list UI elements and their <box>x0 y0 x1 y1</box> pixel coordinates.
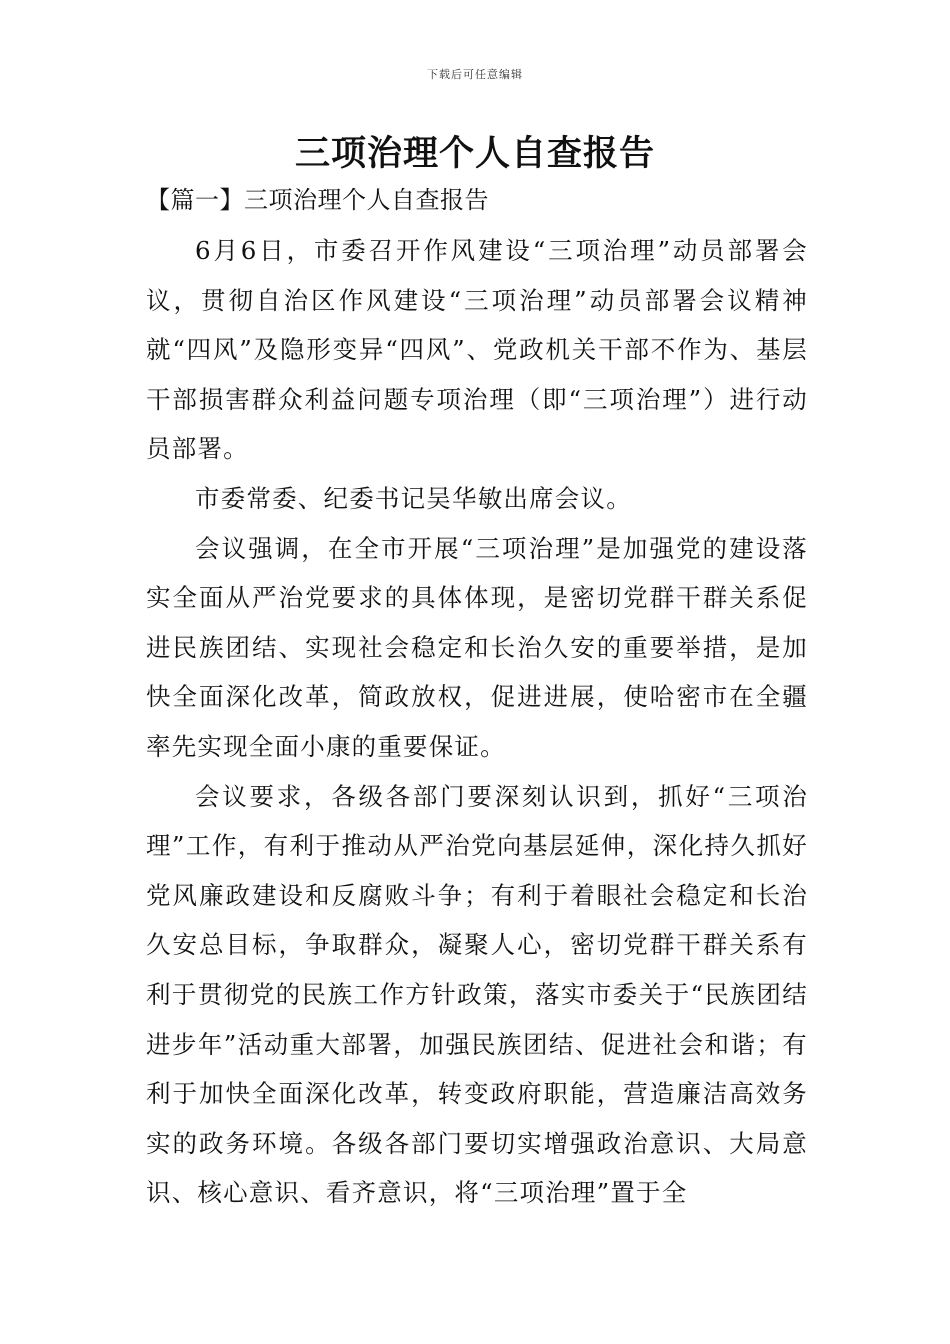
document-title: 三项治理个人自查报告 <box>294 134 655 174</box>
header-note: 下载后可任意编辑 <box>427 68 523 81</box>
paragraph: 会议强调，在全市开展“三项治理”是加强党的建设落实全面从严治党要求的具体体现，是密切党群干群关系促进民族团结、实现社会稳定和长治久安的重要举措，是加快全面深化改革，简政放权，促进进展，使哈密市在全疆率先实现全面小康的重要保证。 <box>146 533 808 761</box>
paragraph: 6月6日，市委召开作风建设“三项治理”动员部署会议，贯彻自治区作风建设“三项治理”动员部署会议精神就“四风”及隐形变异“四风”、党政机关干部不作为、基层干部损害群众利益问题专项治理（即“三项治理”）进行动员部署。 <box>146 236 808 464</box>
paragraph: 会议要求，各级各部门要深刻认识到，抓好“三项治理”工作，有利于推动从严治党向基层延伸，深化持久抓好党风廉政建设和反腐败斗争；有利于着眼社会稳定和长治久安总目标，争取群众，凝聚人心，密切党群干群关系有利于贯彻党的民族工作方针政策，落实市委关于“民族团结进步年”活动重大部署，加强民族团结、促进社会和谐；有利于加快全面深化改革，转变政府职能，营造廉洁高效务实的政务环境。各级各部门要切实增强政治意识、大局意识、核心意识、看齐意识，将“三项治理”置于全 <box>146 781 808 1208</box>
paragraph: 市委常委、纪委书记吴华敏出席会议。 <box>195 483 632 513</box>
section-heading: 【篇一】三项治理个人自查报告 <box>146 186 489 214</box>
document-body <box>146 226 808 1218</box>
